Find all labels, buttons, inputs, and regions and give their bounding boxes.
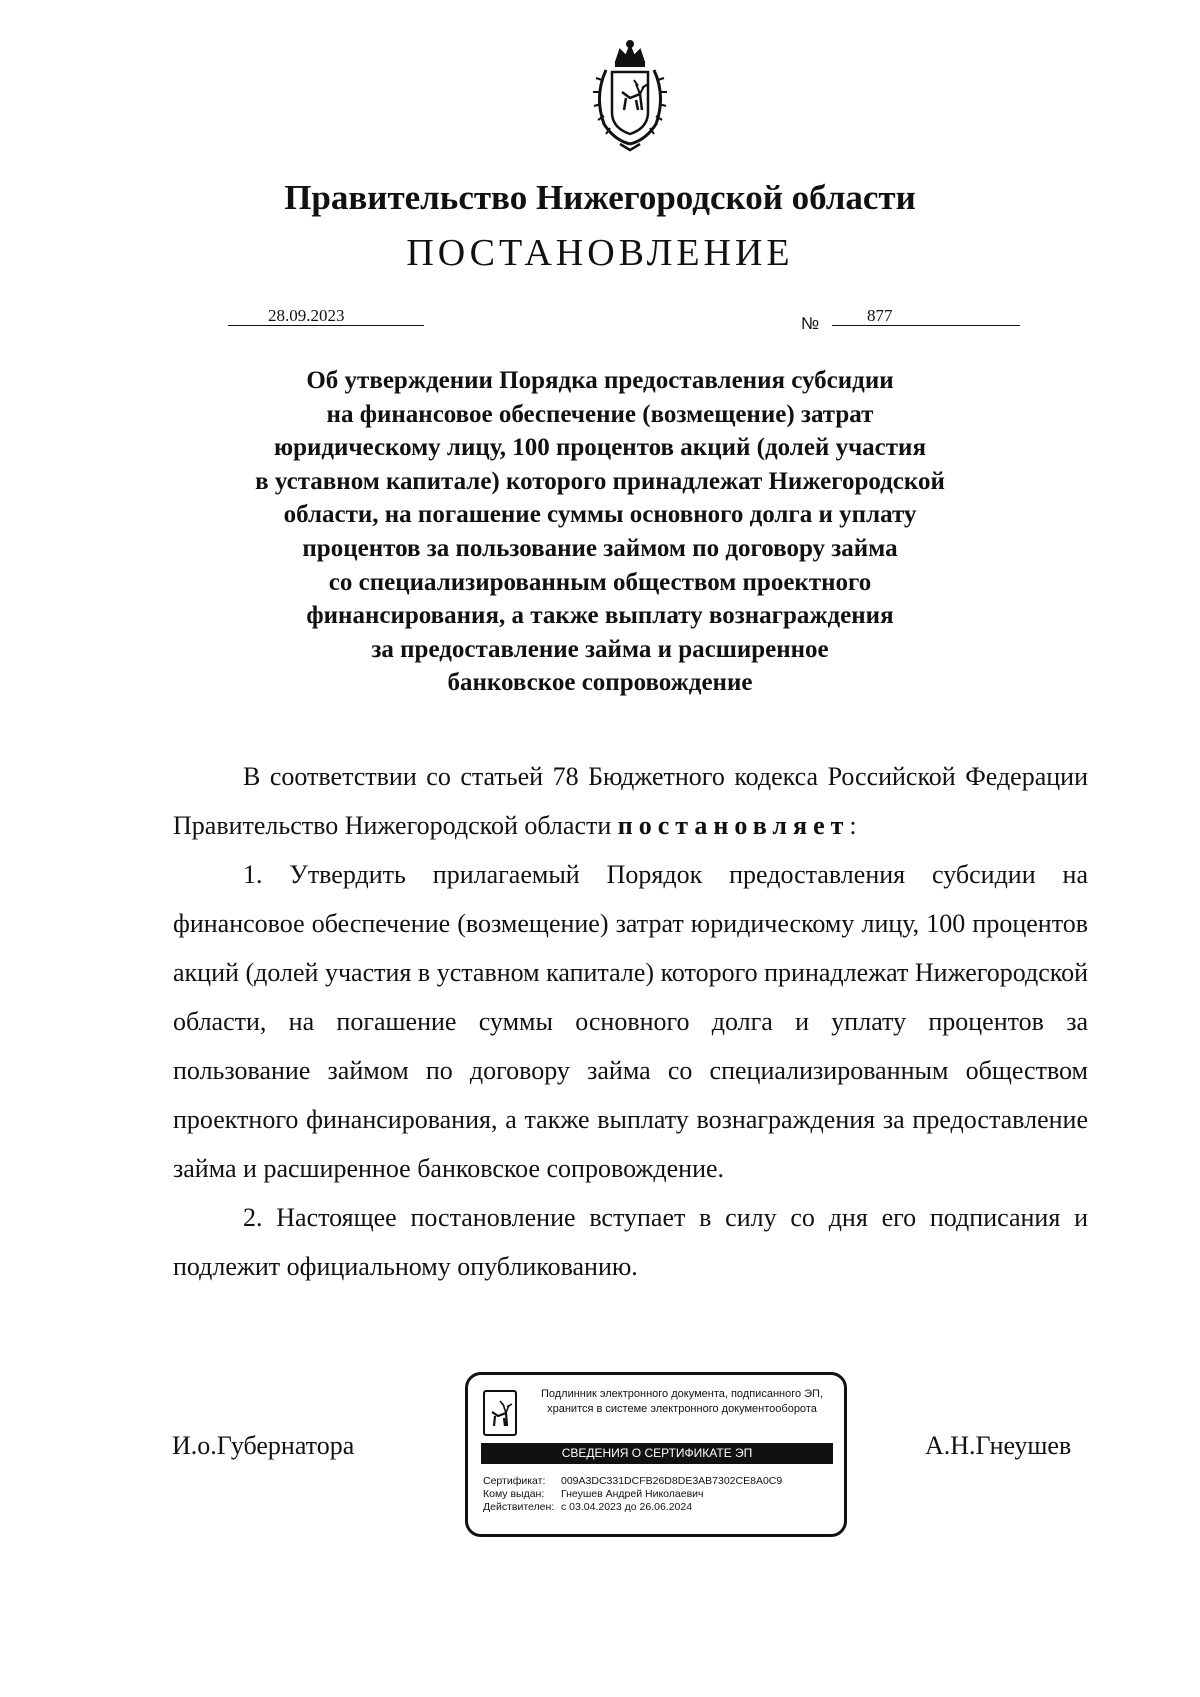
item-2-paragraph: 2. Настоящее постановление вступает в силу со дня его подписания и подлежит официальному опубликованию. (173, 1203, 1088, 1281)
cert-value: 009A3DC331DCFB26D8DE3AB7302CE8A0C9 (561, 1475, 783, 1487)
document-number: 877 (867, 306, 893, 325)
intro-text: В соответствии со статьей 78 Бюджетного кодекса Российской Федерации Правительство Нижегородской области (173, 762, 1088, 840)
title-line: финансирования, а также выплату вознаграждения (306, 602, 894, 630)
issued-row (483, 1488, 782, 1501)
deer-emblem-icon (483, 1390, 517, 1436)
signatory-position: И.о.Губернатора (172, 1431, 355, 1460)
document-body (173, 752, 1088, 1291)
title-line: со специализированным обществом проектного (328, 568, 872, 596)
electronic-signature-stamp (465, 1372, 847, 1537)
signatory-name: А.Н.Гнеушев (925, 1431, 1072, 1460)
cert-label: Сертификат: (483, 1475, 546, 1487)
number-underline (832, 325, 1020, 326)
title-line: области, на погашение суммы основного долга и уплату (283, 501, 917, 529)
coat-of-arms-icon (590, 40, 670, 152)
title-line: процентов за пользование займом по договору займа (302, 534, 898, 562)
government-name: Правительство Нижегородской области (284, 178, 916, 217)
certificate-band: СВЕДЕНИЯ О СЕРТИФИКАТЕ ЭП (481, 1443, 833, 1464)
resolves-word: постановляет (617, 811, 850, 840)
valid-label: Действителен: (483, 1501, 555, 1513)
intro-colon: : (849, 811, 857, 840)
stamp-header-line: Подлинник электронного документа, подписанного ЭП, (540, 1388, 824, 1400)
document-date: 28.09.2023 (268, 306, 345, 325)
title-line: в уставном капитале) которого принадлежат Нижегородской (255, 467, 945, 495)
title-line: юридическому лицу, 100 процентов акций (долей участия (273, 434, 926, 462)
issued-value: Гнеушев Андрей Николаевич (561, 1488, 704, 1500)
title-line: за предоставление займа и расширенное (371, 635, 829, 663)
date-underline (228, 325, 424, 326)
certificate-row (483, 1475, 782, 1488)
intro-paragraph (173, 752, 1088, 850)
item-1-paragraph: 1. Утвердить прилагаемый Порядок предоставления субсидии на финансовое обеспечение (возмещение) затрат юридическому лицу, 100 процентов акций (долей участия в уставном капитале) которого принадлежат Нижегородской области, на погашение суммы основного долга и уплату процентов за пользование займом по договору займа со специализированным обществом проектного финансирования, а также выплату вознаграждения за предоставление займа и расширенное банковское сопровождение. (173, 860, 1088, 1183)
title-line: Об утверждении Порядка предоставления субсидии (306, 367, 894, 394)
document-title (150, 364, 1050, 700)
title-line: банковское сопровождение (447, 669, 753, 697)
valid-value: с 03.04.2023 до 26.06.2024 (561, 1501, 693, 1513)
valid-row (483, 1501, 782, 1514)
number-sign: № (801, 314, 820, 333)
stamp-header-line: хранится в системе электронного документооборота (547, 1403, 817, 1415)
issued-label: Кому выдан: (483, 1488, 545, 1500)
stamp-header (524, 1387, 840, 1417)
title-line: на финансовое обеспечение (возмещение) затрат (326, 400, 874, 428)
certificate-details (483, 1475, 782, 1514)
document-type: ПОСТАНОВЛЕНИЕ (406, 232, 794, 274)
